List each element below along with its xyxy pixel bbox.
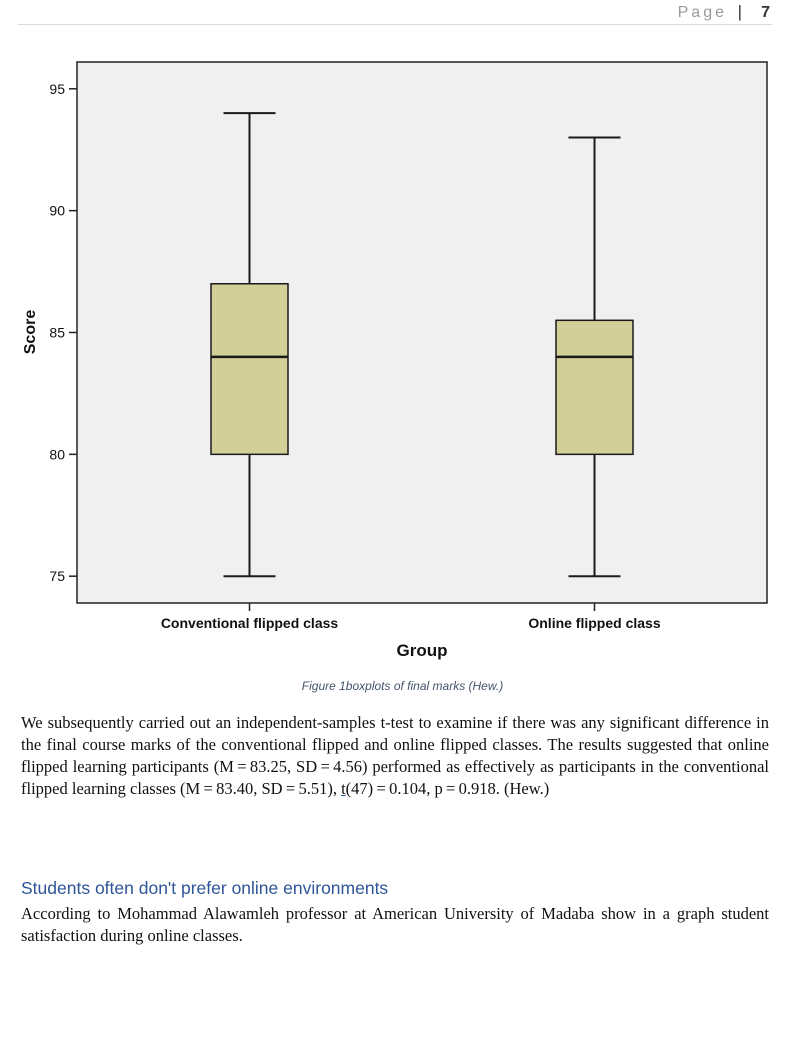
y-tick-label: 95 (49, 80, 65, 97)
plot-area (77, 62, 767, 603)
x-axis (161, 603, 661, 631)
page-header (18, 0, 772, 25)
y-tick-label: 80 (49, 446, 65, 463)
paragraph-ttest (21, 712, 769, 800)
figure-caption: Figure 1boxplots of final marks (Hew.) (301, 679, 504, 693)
y-tick-label: 75 (49, 568, 65, 585)
paragraph-ttest-text: We subsequently carried out an independent-samples t-test to examine if there was any significant difference in the final course marks of the conventional flipped and online flipped classes. The results suggested that online flipped learning participants (M = 83.25, SD = 4.56) performed as effectively as participants in the conventional flipped learning classes (M = 83.40, SD = 5.51), (21, 713, 769, 798)
iqr-box (211, 284, 288, 455)
page-number: 7 (761, 4, 770, 21)
iqr-box (556, 320, 633, 454)
x-tick-label: Conventional flipped class (160, 615, 339, 631)
y-axis (49, 81, 77, 584)
page-separator: | (737, 2, 742, 21)
x-tick-label: Online flipped class (528, 615, 661, 631)
t-statistic-link[interactable]: t (341, 779, 346, 798)
section-heading: Students often don't prefer online environments (21, 878, 389, 898)
x-axis-label: Group (396, 641, 448, 660)
y-tick-label: 90 (49, 202, 65, 219)
y-tick-label: 85 (49, 324, 65, 341)
boxplot-chart (0, 40, 805, 670)
y-axis-label: Score (22, 309, 39, 355)
paragraph-ttest-end: (47) = 0.104, p = 0.918. (Hew.) (345, 779, 550, 798)
paragraph-satisfaction: According to Mohammad Alawamleh professor at American University of Madaba show in a graph student satisfaction during online classes. (21, 904, 769, 945)
page-label: Page (677, 4, 727, 21)
